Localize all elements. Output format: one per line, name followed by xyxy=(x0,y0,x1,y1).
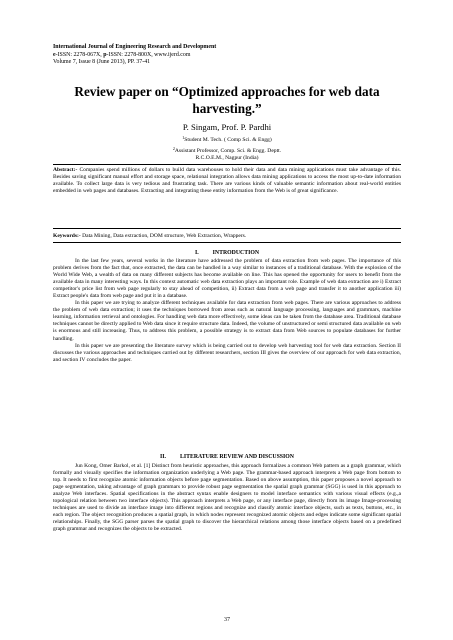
affiliation-sup: 2 xyxy=(172,145,175,151)
section-number: I. xyxy=(194,250,199,256)
paragraph: Jun Kong, Omer Barkol, et al. [1] Distinct from heuristic approaches, this approach formalizes a common Web pattern as a graph grammar, which formally and visually specifies the information organization underlying a Web page. The grammar-based approach interprets a Web page from bottom to top. It needs to first recognize atomic information objects before page segmentation. Based on above assumption, this paper proposes a novel approach to page segmentation, taking advantage of graph grammars to provide robust page segmentation the spatial graph grammar (SGG) is used in this approach to analyze Web interfaces. Spatial specifications in the abstract syntax enable designers to model interface semantics with various visual effects (e.g.,a topological relation between two interface objects). This approach interprets a Web page, or any interface page, directly from its image Image-processing techniques are used to divide an interface image into different regions and recognize and classify atomic interface objects, such as texts, buttons, etc., in each region. The object recognition produces a spatial graph, in which nodes represent recognized atomic objects and edges indicate some significant spatial relationships. Finally, the SGG parser parses the spatial graph to discover the hierarchical relations among those interface objects based on a predefined graph grammar and recognizes the objects to be extracted. xyxy=(53,463,401,533)
journal-header xyxy=(53,44,401,67)
abstract xyxy=(53,167,401,196)
keywords xyxy=(53,233,401,240)
section-title: INTRODUCTION xyxy=(212,250,260,256)
paper-title: Review paper on “Optimized approaches for web data harvesting.” xyxy=(74,84,380,116)
paragraph: In the last few years, several works in the literature have addressed the problem of data extraction from web pages. The importance of this problem derives from the fact that, once extracted, the data can be handled in a way similar to instances of a traditional database. With the explosion of the World Wide Web, a wealth of data on many different subjects has become available on line. This has opened the opportunity for users to benefit from the available data in many interesting ways. In this context automatic web data extraction plays an important role. Example of web data extraction are i) Extract competitor's price list from web page regularly to stay ahead of competition, ii) Extract data from a web page and transfer it to another application iii) Extract people's data from web page and put it in a database. xyxy=(53,258,401,300)
abstract-label: Abstract:- xyxy=(53,167,78,173)
journal-name: International Journal of Engineering Research and Development xyxy=(53,44,217,50)
literature-review-body xyxy=(53,463,401,533)
introduction-body xyxy=(53,258,401,364)
eissn-text: -ISSN: 2278-067X, xyxy=(55,51,104,58)
abstract-bottom-rule xyxy=(53,228,401,229)
paragraph: In this paper we are trying to analyze different techniques available for data extraction from web pages. There are various approaches to address the problem of web data extraction; it uses the techniques borrowed from areas such as natural language processing, languages and grammars, machine learning, information retrieval and ontologies. For handling web data more effectively, some ideas can be taken from the database area. Traditional database techniques cannot be directly applied to Web data since it require structure data. Indeed, the volume of unstructured or semi structured data available on web is enormous and still increasing. Thus, to address this problem, a possible strategy is to extract data from Web sources to populate databases for further handling. xyxy=(53,300,401,342)
keywords-label: Keywords:- xyxy=(53,233,81,239)
paper-authors: P. Singam, Prof. P. Pardhi xyxy=(182,122,272,132)
affiliation-line xyxy=(53,155,401,163)
affiliation-text: R.C.O.E.M., Nagpur (India) xyxy=(195,155,259,162)
affiliation-text: Assistant Professor, Comp. Sci. & Engg. Deptt. xyxy=(174,147,282,154)
affiliation-line xyxy=(53,145,401,156)
section-number: II. xyxy=(160,454,166,460)
affiliation-sup: 1 xyxy=(182,135,185,140)
abstract-top-rule xyxy=(53,164,401,165)
affiliation-text: Student M. Tech. ( Comp Sci. & Engg) xyxy=(184,137,272,143)
keywords-bottom-rule xyxy=(53,242,401,243)
affiliation-line xyxy=(53,134,401,145)
section-title: LITERATURE REVIEW AND DISCUSSION xyxy=(179,454,294,460)
section-heading-literature-review xyxy=(53,454,401,461)
eissn-label: e xyxy=(53,51,56,58)
keywords-text: Data Mining, Data extraction, DOM structure, Web Extraction, Wrappers. xyxy=(80,233,247,239)
author-affiliations xyxy=(53,134,401,163)
pissn-text: -ISSN: 2278-800X, www.ijerd.com xyxy=(106,51,191,58)
abstract-text: Companies spend millions of dollars to build data warehouses to hold their data and data mining applications must take advantage of this. Besides saving significant manual effort and storage space, relational integration allows data mining applications to access the most up-to-date information available. To collect large data is very tedious and frustrating task. There are various kinds of valuable semantic information about real-world entities embedded in web pages and databases. Extracting and integrating these entity information from the Web is of great significance. xyxy=(53,167,401,195)
paragraph: In this paper we are presenting the literature survey which is being carried out to develop web harvesting tool for web data extraction. Section II discusses the various approaches and techniques carried out by different researchers, section III gives the overview of our approach for web data extraction, and section IV concludes the paper. xyxy=(53,342,401,363)
section-heading-introduction xyxy=(53,250,401,257)
pissn-label: p xyxy=(103,51,107,58)
journal-volume: Volume 7, Issue 8 (June 2013), PP. 37-41 xyxy=(53,59,151,66)
page-number: 37 xyxy=(224,617,230,623)
